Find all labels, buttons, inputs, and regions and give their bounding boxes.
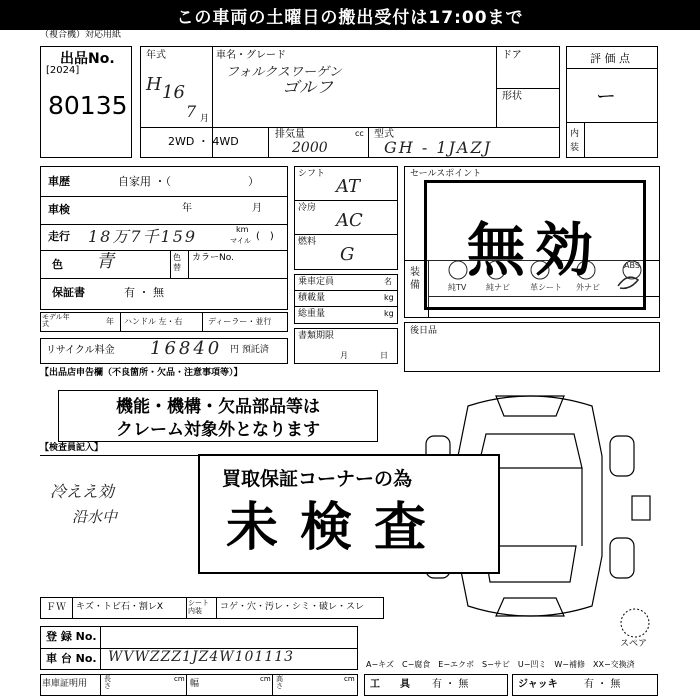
- chassis-no-value: WVWZZZ1JZ4W101113: [108, 649, 295, 665]
- shift-label: シフト: [298, 169, 326, 179]
- recycle-unit: 円 預託済: [230, 345, 269, 355]
- model-year-label: モデル年式: [42, 313, 70, 328]
- maker-name: フォルクスワーゲン: [226, 65, 342, 80]
- equipment-item: 革シート: [530, 283, 562, 292]
- width-unit: cm: [260, 675, 271, 683]
- capacity-label: 乗車定員: [298, 277, 335, 287]
- shift-value: AT: [336, 176, 361, 197]
- void-stamp-text: 無効: [466, 216, 603, 284]
- docs-deadline-label: 書類期限: [298, 331, 335, 341]
- docs-deadline-day: 日: [380, 351, 388, 360]
- length-label: 長さ: [104, 675, 111, 690]
- color-value: 青: [96, 251, 114, 272]
- jack-value: 有 ・ 無: [584, 679, 621, 690]
- year-era: H: [146, 74, 162, 95]
- length-unit: cm: [174, 675, 185, 683]
- month-unit: 月: [200, 114, 210, 124]
- partial-header: （複合機）対応用紙: [40, 30, 122, 40]
- spare-tire-icon: [618, 606, 652, 640]
- seller-notes-label: 【出品店申告欄（不良箇所・欠品・注意事項等）】: [40, 368, 243, 378]
- load-label: 積載量: [298, 293, 326, 303]
- docs-deadline-month: 月: [340, 351, 348, 360]
- equipment-label: 装備: [410, 267, 420, 291]
- recycle-value: 16840: [150, 338, 223, 359]
- equipment-item: ABS: [624, 261, 640, 270]
- name-label: 車名・グレード: [216, 50, 286, 61]
- sales-point-label: セールスポイント: [410, 169, 482, 179]
- chassis-no-label: 車 台 No.: [46, 652, 97, 665]
- width-label: 幅: [190, 679, 200, 689]
- color-label: 色: [52, 258, 63, 271]
- height-unit: cm: [344, 675, 355, 683]
- fw-label: ＦＷ: [46, 602, 66, 613]
- model-code-label: 型式: [374, 129, 394, 140]
- inspector-label: 【検査員記入】: [40, 443, 104, 453]
- inspection-label: 車検: [48, 203, 70, 216]
- drive-type: 2WD ・ 4WD: [168, 135, 239, 148]
- after-items-block: [404, 322, 660, 372]
- inspector-note: 冷ええ効: [50, 482, 115, 501]
- mileage-value: 18万7千159: [88, 227, 198, 246]
- mileage-paren: ( ): [256, 231, 274, 242]
- fw-items: キズ・トビ石・割レX: [76, 602, 163, 612]
- buyback-line1: 買取保証コーナーの為: [222, 468, 413, 490]
- inspector-note: 沿水中: [72, 508, 118, 526]
- displacement-value: 2000: [292, 140, 328, 156]
- aircon-label: 冷房: [298, 203, 317, 213]
- seat-label: シート内装: [188, 599, 209, 616]
- score-label: 評 価 点: [590, 52, 630, 65]
- inspection-month: 月: [252, 203, 262, 214]
- displacement-label: 排気量: [275, 129, 305, 140]
- buyback-line2: 未検査: [226, 498, 449, 558]
- interior-label: 内 装: [570, 129, 580, 154]
- history-value: 自家用 ・（ ）: [118, 175, 259, 188]
- fuel-value: G: [340, 244, 355, 265]
- jack-label: ジャッキ: [518, 679, 558, 690]
- inspection-year: 年: [182, 203, 192, 214]
- mileage-unit-mile: マイル: [230, 237, 251, 245]
- dealer-type: ディーラー・並行: [208, 317, 272, 326]
- capacity-unit: 名: [384, 277, 392, 286]
- aircon-value: AC: [336, 210, 363, 231]
- void-stamp: [424, 180, 646, 310]
- weight-label: 総重量: [298, 309, 326, 319]
- warranty-label: 保証書: [52, 286, 85, 299]
- saturday-pickup-banner: この車両の土曜日の搬出受付は17:00まで: [0, 0, 700, 30]
- load-unit: kg: [384, 293, 394, 302]
- equipment-item: 外ナビ: [576, 283, 600, 292]
- warranty-value: 有 ・ 無: [124, 286, 164, 299]
- lot-label: 出品No.: [60, 51, 115, 67]
- lot-year: [2024]: [46, 65, 80, 76]
- fuel-label: 燃料: [298, 237, 317, 247]
- shape-label: 形状: [502, 91, 522, 102]
- door-label: ドア: [502, 50, 522, 61]
- claim-notice: 機能・機構・欠品部品等は クレーム対象外となります: [116, 397, 320, 440]
- score-value: ー: [596, 84, 616, 108]
- color-change-label: 色替: [173, 253, 181, 273]
- damage-legend: A−キズ C−腐食 E−エクボ S−サビ U−凹ミ W−補修 XX−交換済: [366, 660, 635, 669]
- year-label: 年式: [146, 50, 166, 61]
- tools-value: 有 ・ 無: [432, 679, 469, 690]
- model-name: ゴルフ: [282, 78, 333, 98]
- year-value: 16: [162, 82, 185, 103]
- color-code-label: カラーNo.: [192, 253, 234, 263]
- tools-label: 工 具: [370, 679, 410, 690]
- month-value: 7: [186, 102, 197, 121]
- history-label: 車歴: [48, 175, 70, 188]
- garage-cert-label: 車庫証明用: [42, 679, 88, 689]
- seat-items: コゲ・穴・汚レ・シミ・破レ・スレ: [220, 602, 365, 612]
- recycle-label: リサイクル料金: [46, 345, 115, 356]
- model-code-value: GH - 1JAZJ: [384, 138, 492, 157]
- spare-label: スペア: [620, 639, 648, 649]
- handle-side: ハンドル 左・右: [124, 317, 183, 326]
- model-year-unit: 年: [106, 317, 114, 326]
- reg-no-label: 登 録 No.: [46, 630, 97, 643]
- lot-number: 80135: [48, 91, 128, 120]
- equipment-item: 純ナビ: [486, 283, 510, 292]
- mileage-unit-km: km: [236, 225, 249, 234]
- equipment-item: 純TV: [448, 283, 467, 292]
- height-label: 高さ: [276, 675, 283, 690]
- weight-unit: kg: [384, 309, 394, 318]
- mileage-label: 走行: [48, 230, 70, 243]
- displacement-unit: cc: [355, 129, 364, 138]
- after-items-label: 後日品: [410, 326, 438, 336]
